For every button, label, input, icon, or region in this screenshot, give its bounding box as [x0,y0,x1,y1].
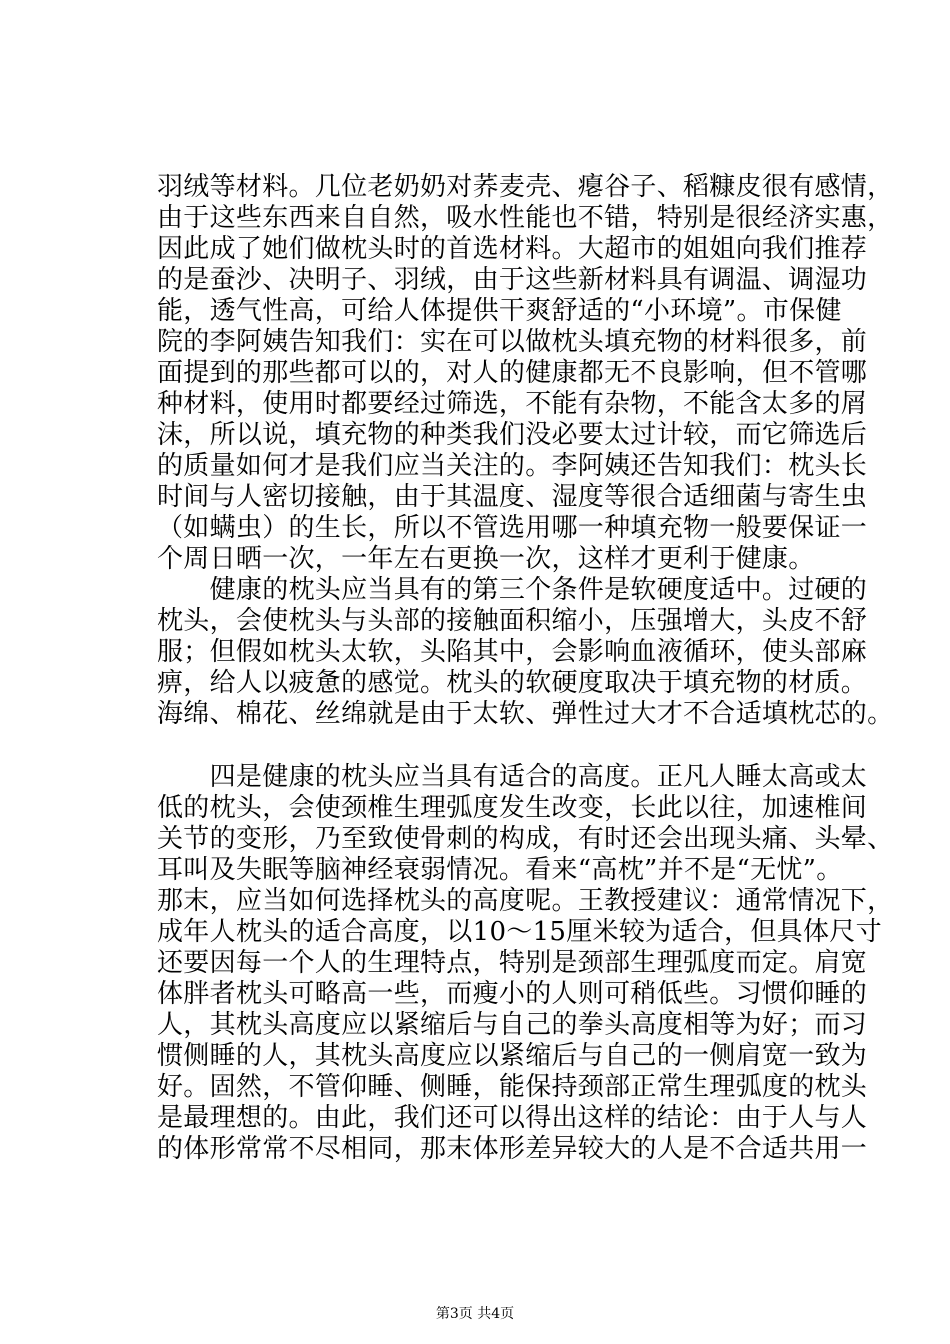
text-line: 的质量如何才是我们应当关注的。李阿姨还告知我们：枕头长 [157,451,868,481]
text-line: 人，其枕头高度应以紧缩后与自己的拳头高度相等为好；而习 [157,1010,868,1040]
text-line: 因此成了她们做枕头时的首选材料。大超市的姐姐向我们推荐 [157,234,868,264]
text-line: 关节的变形，乃至致使骨刺的构成，有时还会出现头痛、头晕、 [157,824,894,854]
text-line: 的体形常常不尽相同，那末体形差异较大的人是不合适共用一 [157,1134,868,1164]
text-line: 那末，应当如何选择枕头的高度呢。王教授建议：通常情况下， [157,886,894,916]
text-line: 种材料，使用时都要经过筛选，不能有杂物，不能含太多的屑 [157,389,868,419]
text-line: 服；但假如枕头太软，头陷其中，会影响血液循环，使头部麻 [157,637,868,667]
text-line: 是最理想的。由此，我们还可以得出这样的结论：由于人与人 [157,1103,868,1133]
text-line: 海绵、棉花、丝绵就是由于太软、弹性过大才不合适填枕芯的。 [157,699,894,729]
text-line: （如螨虫）的生长，所以不管选用哪一种填充物一般要保证一 [157,513,868,543]
text-line: 健康的枕头应当具有的第三个条件是软硬度适中。过硬的 [157,575,868,605]
text-line: 惯侧睡的人，其枕头高度应以紧缩后与自己的一侧肩宽一致为 [157,1041,868,1071]
text-line: 院的李阿姨告知我们：实在可以做枕头填充物的材料很多，前 [157,327,868,357]
text-line: 成年人枕头的适合高度，以10～15厘米较为适合，但具体尺寸 [157,917,882,947]
text-line: 由于这些东西来自自然，吸水性能也不错，特别是很经济实惠， [157,203,894,233]
text-line: 体胖者枕头可略高一些，而瘦小的人则可稍低些。习惯仰睡的 [157,979,868,1009]
text-line: 枕头，会使枕头与头部的接触面积缩小，压强增大，头皮不舒 [157,606,868,636]
text-line: 低的枕头，会使颈椎生理弧度发生改变，长此以往，加速椎间 [157,793,868,823]
text-line: 能，透气性高，可给人体提供干爽舒适的“小环境”。市保健 [157,296,842,326]
text-line: 时间与人密切接触，由于其温度、湿度等很合适细菌与寄生虫 [157,482,868,512]
text-line: 羽绒等材料。几位老奶奶对荞麦壳、瘪谷子、稻糠皮很有感情， [157,172,894,202]
text-line: 四是健康的枕头应当具有适合的高度。正凡人睡太高或太 [157,762,868,792]
text-line: 痹，给人以疲惫的感觉。枕头的软硬度取决于填充物的材质。 [157,668,868,698]
text-line: 个周日晒一次，一年左右更换一次，这样才更利于健康。 [157,544,815,574]
text-line: 面提到的那些都可以的，对人的健康都无不良影响，但不管哪 [157,358,868,388]
text-line: 耳叫及失眠等脑神经衰弱情况。看来“高枕”并不是“无忧”。 [157,855,843,885]
text-line: 沫，所以说，填充物的种类我们没必要太过计较，而它筛选后 [157,420,868,450]
page-footer: 第3页 共4页 [435,1306,515,1322]
text-line: 好。固然，不管仰睡、侧睡，能保持颈部正常生理弧度的枕头 [157,1072,868,1102]
text-line: 还要因每一个人的生理特点，特别是颈部生理弧度而定。肩宽 [157,948,868,978]
text-line: 的是蚕沙、决明子、羽绒，由于这些新材料具有调温、调湿功 [157,265,868,295]
